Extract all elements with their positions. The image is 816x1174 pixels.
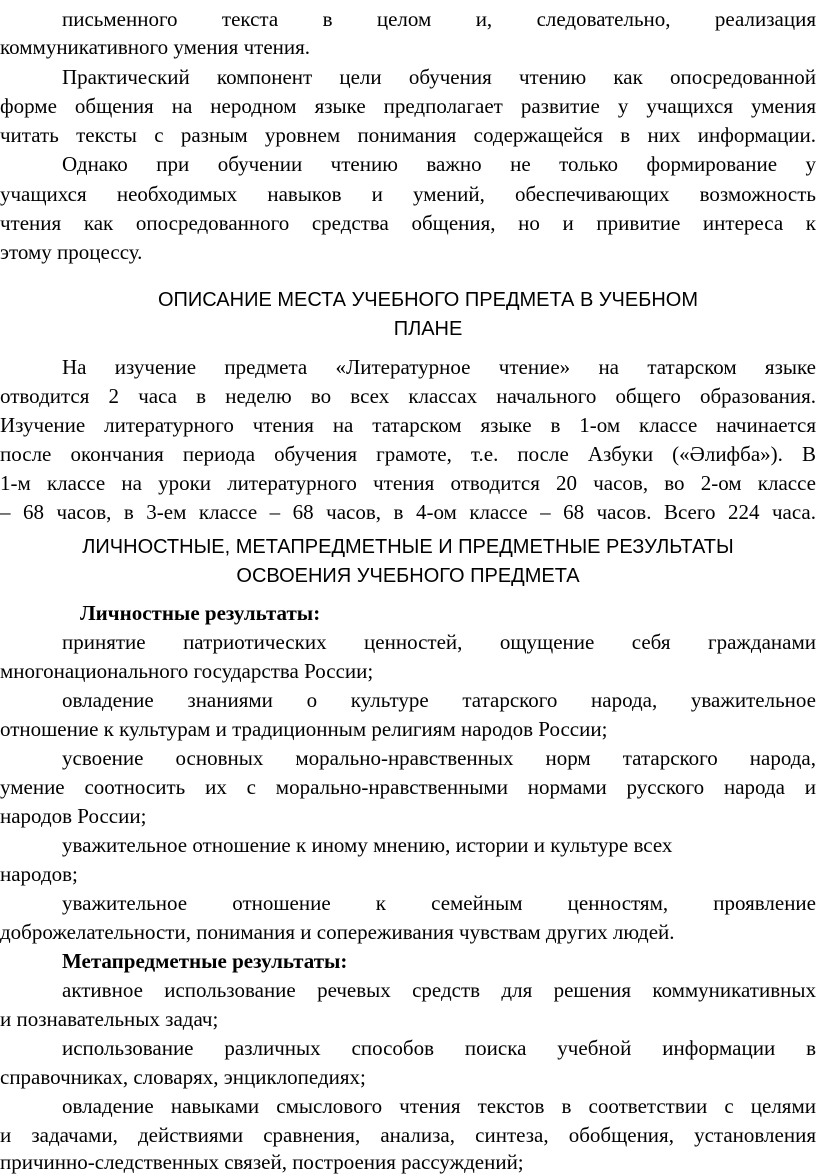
text-line: Практический компонент цели обучения чтению как опосредованной <box>62 65 816 89</box>
text-line: и познавательных задач; <box>0 1007 219 1031</box>
text-line: отводится 2 часа в неделю во всех классах начального общего образования. <box>0 384 816 408</box>
subheading-personal-results: Личностные результаты: <box>80 601 321 625</box>
text-line: овладение навыками смыслового чтения текстов в соответствии с целями <box>62 1094 816 1118</box>
text-line: – 68 часов, в 3-ем классе – 68 часов, в 4-ом классе – 68 часов. Всего 224 часа. <box>0 500 816 524</box>
section-heading: ОПИСАНИЕ МЕСТА УЧЕБНОГО ПРЕДМЕТА В УЧЕБНОМ <box>157 289 699 311</box>
text-line: справочниках, словарях, энциклопедиях; <box>0 1065 366 1089</box>
section-heading: ЛИЧНОСТНЫЕ, МЕТАПРЕДМЕТНЫЕ И ПРЕДМЕТНЫЕ РЕЗУЛЬТАТЫ <box>82 536 734 558</box>
text-line: Однако при обучении чтению важно не только формирование у <box>62 152 816 176</box>
text-line: На изучение предмета «Литературное чтение» на татарском языке <box>62 355 816 379</box>
text-line: доброжелательности, понимания и сопереживания чувствам других людей. <box>0 920 675 944</box>
text-line: уважительное отношение к семейным ценностям, проявление <box>62 891 816 915</box>
text-line: 1-м классе на уроки литературного чтения отводится 20 часов, во 2-ом классе <box>0 471 816 495</box>
text-line: этому процессу. <box>0 240 143 264</box>
text-line: умение соотносить их с морально-нравственными нормами русского народа и <box>0 775 816 799</box>
text-line: многонационального государства России; <box>0 659 374 683</box>
text-line: читать тексты с разным уровнем понимания содержащейся в них информации. <box>0 123 816 147</box>
text-line: отношение к культурам и традиционным религиям народов России; <box>0 717 608 741</box>
text-line: учащихся необходимых навыков и умений, обеспечивающих возможность <box>0 182 816 206</box>
text-line: чтения как опосредованного средства общения, но и привитие интереса к <box>0 211 816 235</box>
text-line: усвоение основных морально-нравственных норм татарского народа, <box>62 746 816 770</box>
text-line: письменного текста в целом и, следовательно, реализация <box>62 7 816 31</box>
text-line: овладение знаниями о культуре татарского народа, уважительное <box>62 688 816 712</box>
text-line: народов; <box>0 862 78 886</box>
text-line: активное использование речевых средств для решения коммуникативных <box>62 978 816 1002</box>
text-line: уважительное отношение к иному мнению, истории и культуре всех <box>62 833 673 857</box>
section-heading: ПЛАНЕ <box>393 318 463 340</box>
text-line: форме общения на неродном языке предполагает развитие у учащихся умения <box>0 94 816 118</box>
section-heading: ОСВОЕНИЯ УЧЕБНОГО ПРЕДМЕТА <box>236 565 580 587</box>
text-line: и задачами, действиями сравнения, анализа, синтеза, обобщения, установления <box>0 1123 816 1147</box>
text-line: после окончания периода обучения грамоте, т.е. после Азбуки («Әлифба»). В <box>0 442 816 466</box>
subheading-metasubject-results: Метапредметные результаты: <box>62 949 348 973</box>
text-line: принятие патриотических ценностей, ощущение себя гражданами <box>62 630 816 654</box>
text-line: коммуникативного умения чтения. <box>0 35 311 59</box>
text-line: причинно-следственных связей, построения рассуждений; <box>0 1150 524 1174</box>
text-line: Изучение литературного чтения на татарском языке в 1-ом классе начинается <box>0 413 816 437</box>
text-line: использование различных способов поиска учебной информации в <box>62 1036 816 1060</box>
text-line: народов России; <box>0 804 147 828</box>
